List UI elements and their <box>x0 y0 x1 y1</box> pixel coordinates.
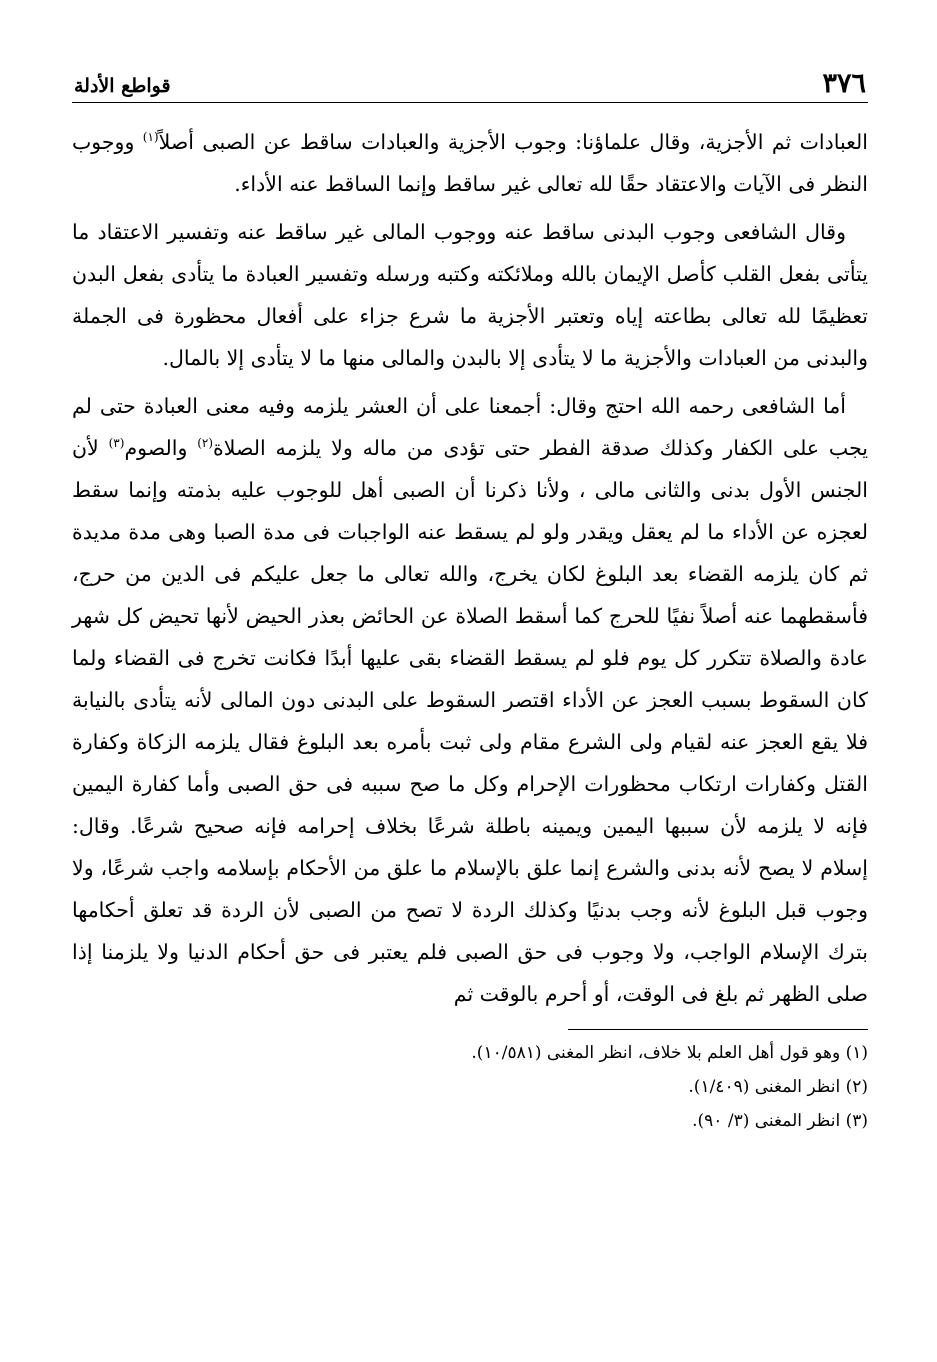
footnote-1: (١) وهو قول أهل العلم بلا خلاف، انظر المغنى (١٠/٥٨١). <box>471 1043 868 1063</box>
running-header <box>72 58 868 103</box>
paragraph-3-text-middle: والصوم <box>124 436 198 460</box>
footnotes <box>72 1036 868 1138</box>
main-text <box>72 121 868 1015</box>
paragraph-2: وقال الشافعى وجوب البدنى ساقط عنه ووجوب المالى غير ساقط عنه وتفسير الاعتقاد ما يتأتى بفعل القلب كأصل الإيمان بالله وملائكته وكتبه ورسله وتفسير العبادة ما يتأدى بفعل البدن تعظيمًا لله تعالى بطاعته إياه وتعتبر الأجزية ما شرع جزاء على أفعال محظورة فى الجملة والبدنى من العبادات والأجزية ما لا يتأدى إلا بالبدن والمالى منها ما لا يتأدى إلا بالمال. <box>72 220 868 370</box>
footnote-ref-2: (٢) <box>197 436 214 451</box>
footnote-separator <box>568 1029 868 1030</box>
paragraph-3-text-after: لأن الجنس الأول بدنى والثانى مالى ، ولأنا ذكرنا أن الصبى أهل للوجوب عليه بذمته وإنما سقط لعجزه عن الأداء ما لم يعقل ويقدر ولو لم يسقط عنه الواجبات فى مدة الصبا وهى مدة مديدة ثم كان يلزمه القضاء بعد البلوغ لكان يخرج، والله تعالى ما جعل عليكم فى الدين من حرج، فأسقطهما عنه أصلاً نفيًا للحرج كما أسقط الصلاة عن الحائض بعذر الحيض لأنها تحيض كل شهر عادة والصلاة تتكرر كل يوم فلو لم يسقط القضاء بقى عليها أبدًا فكانت تخرج فى القضاء ولما كان السقوط بسبب العجز عن الأداء اقتصر السقوط على البدنى دون المالى لأنه يتأدى بالنيابة فلا يقع العجز عنه لقيام ولى الشرع مقام ولى ثبت بأمره بعد البلوغ فقال يلزمه الزكاة وكفارة القتل وكفارات ارتكاب محظورات الإحرام وكل ما صح سببه فى حق الصبى وأما كفارة اليمين فإنه لا يلزمه لأن سببها اليمين ويمينه باطلة شرعًا بخلاف إحرامه فإنه صحيح شرعًا. وقال: إسلام لا يصح لأنه بدنى والشرع إنما علق بالإسلام ما علق من الأحكام بإسلامه واجب شرعًا، ولا وجوب قبل البلوغ لأنه وجب بدنيًا وكذلك الردة لا تصح من الصبى لأن الردة قد تعلق أحكامها بترك الإسلام الواجب، ولا وجوب فى حق الصبى فلم يعتبر فى حق أحكام الدنيا ولا يلزمنا إذا صلى الظهر ثم بلغ فى الوقت، أو أحرم بالوقت ثم <box>72 436 868 1006</box>
paragraph-3 <box>72 385 868 1015</box>
footnote-3: (٣) انظر المغنى (٣/ ٩٠). <box>692 1111 868 1131</box>
paragraph-1-text-before: العبادات ثم الأجزية، وقال علماؤنا: وجوب الأجزية والعبادات ساقط عن الصبى أصلاً <box>158 130 868 154</box>
footnote-ref-1: (١) <box>142 130 159 145</box>
paragraph-1 <box>72 121 868 205</box>
book-title: قواطع الأدلة <box>74 75 171 97</box>
page-number: ٣٧٦ <box>822 68 866 99</box>
footnote-ref-3: (٣) <box>108 436 125 451</box>
paragraph-3-text-before: أما الشافعى رحمه الله احتج وقال: أجمعنا على أن العشر يلزمه وفيه معنى العبادة حتى لم يجب على الكفار وكذلك صدقة الفطر حتى تؤدى من ماله ولا يلزمه الصلاة <box>72 394 869 460</box>
footnote-2: (٢) انظر المغنى (١/٤٠٩). <box>688 1077 868 1097</box>
paragraph-1-text-after: ووجوب النظر فى الآيات والاعتقاد حقًا لله تعالى غير ساقط وإنما الساقط عنه الأداء. <box>72 130 868 196</box>
book-page <box>72 58 868 1138</box>
